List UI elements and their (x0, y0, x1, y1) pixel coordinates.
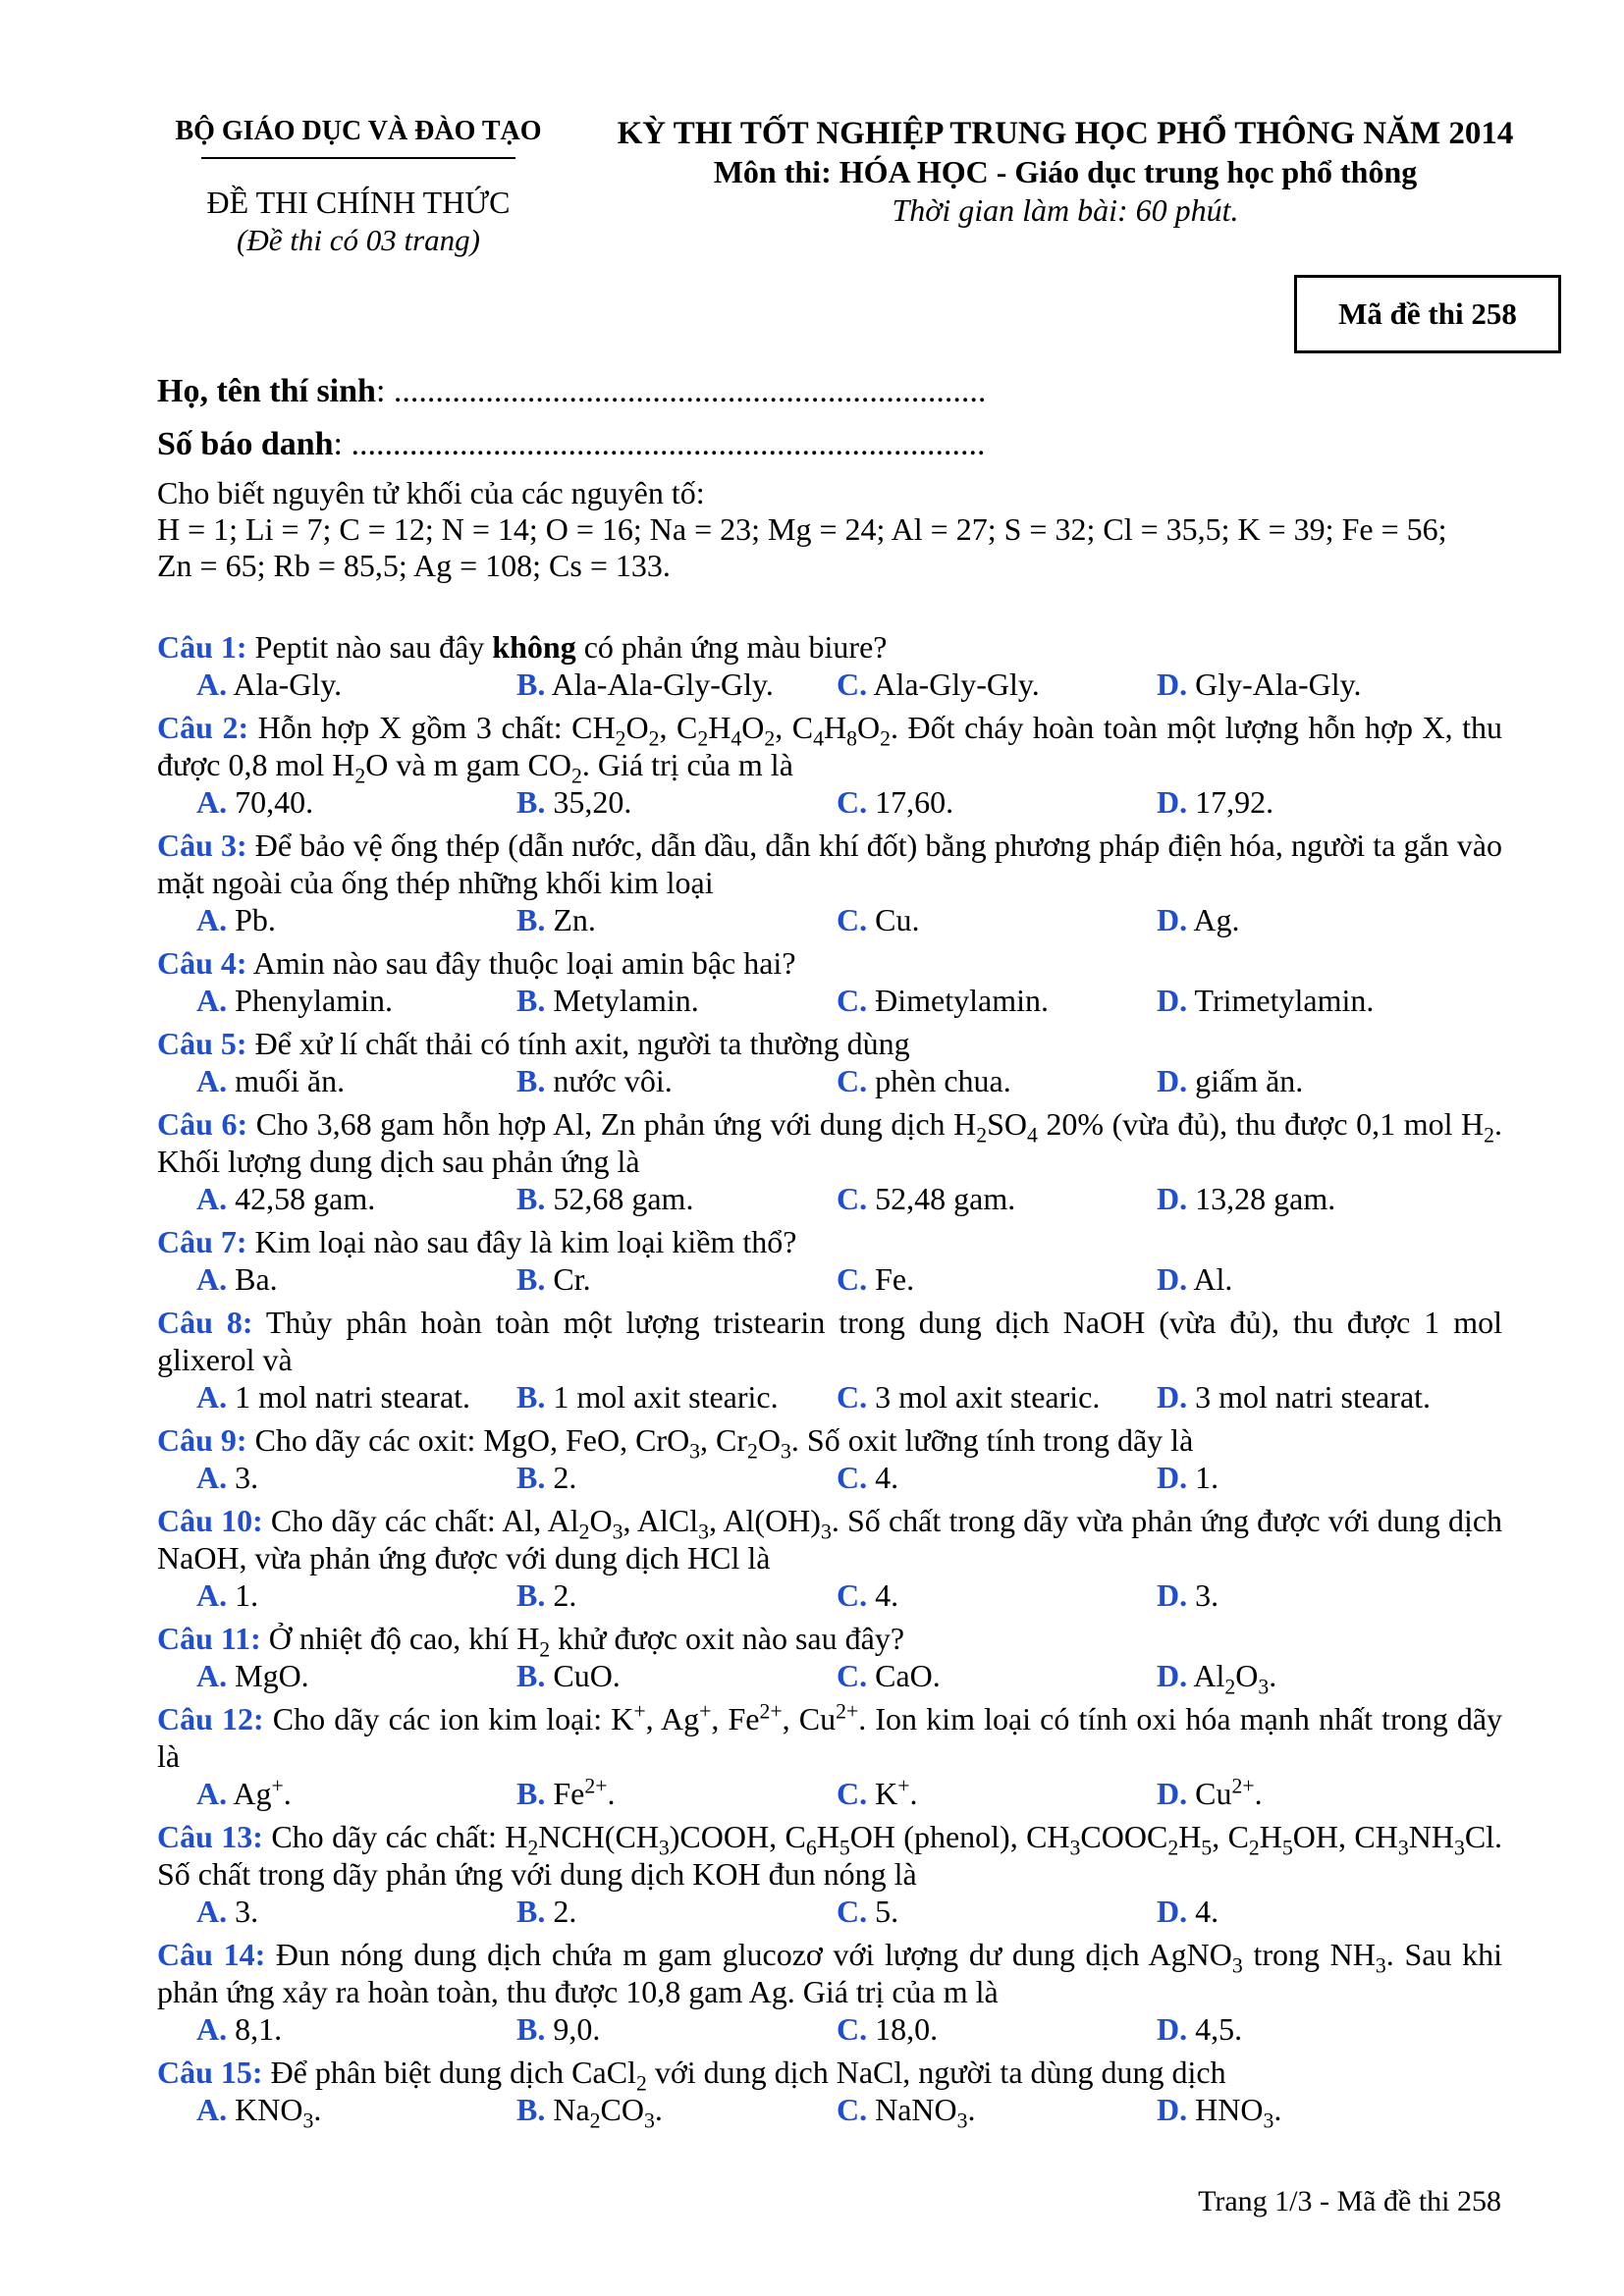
option-text: 1 mol natri stearat. (227, 1379, 471, 1415)
option-text: 70,40. (227, 784, 314, 820)
answer-options (157, 1180, 1502, 1217)
option-text: $Cu^{2+}$. (1187, 1774, 1263, 1811)
option-text: phèn chua. (867, 1063, 1011, 1098)
question-label: Câu 2: (157, 710, 249, 745)
answer-option (837, 982, 1157, 1019)
question-label: Câu 9: (157, 1422, 247, 1458)
option-letter: D. (1157, 1776, 1188, 1811)
question (157, 1304, 1502, 1415)
question-text: Cho dãy các chất: Al, $Al_2O_3$, AlCl$_3$, $Al(OH)_3$. Số chất trong dãy vừa phản ứng được với dung dịch NaOH, vừa phản ứng được với dung dịch HCl là (157, 1503, 1503, 1575)
option-text: Cr. (545, 1261, 591, 1297)
option-text: 4. (867, 1577, 899, 1613)
answer-option (837, 1775, 1157, 1812)
option-text: 3 mol axit stearic. (867, 1379, 1101, 1415)
question-text: Để bảo vệ ống thép (dẫn nước, dẫn dầu, dẫn khí đốt) bằng phương pháp điện hóa, người ta gắn vào mặt ngoài của ống thép những khối kim loại (157, 828, 1503, 900)
question-label: Câu 6: (157, 1106, 248, 1142)
question-stem (157, 1304, 1502, 1378)
option-letter: C. (837, 1181, 868, 1216)
question-text: Hỗn hợp X gồm 3 chất: $CH_2O_2$, $C_2H_4O_2$, $C_4H_8O_2$. Đốt cháy hoàn toàn một lượng hỗn hợp X, thu được 0,8 mol $H_2O$ và m gam $CO_2$. Giá trị của m là (157, 710, 1503, 788)
option-letter: C. (837, 1776, 868, 1811)
question-label: Câu 14: (157, 1937, 266, 1972)
option-letter: B. (516, 667, 546, 702)
option-text: K+. (867, 1774, 918, 1811)
answer-option (837, 1260, 1157, 1298)
question-stem (157, 2054, 1502, 2096)
question (157, 1936, 1502, 2048)
answer-option (837, 666, 1157, 703)
question-label: Câu 15: (157, 2055, 263, 2090)
option-text: Cu. (867, 902, 920, 937)
answer-option (1157, 783, 1477, 821)
option-text: Fe. (867, 1261, 915, 1297)
question-label: Câu 3: (157, 828, 247, 863)
answer-option (196, 1180, 516, 1217)
answer-option (516, 2010, 837, 2048)
question (157, 709, 1502, 821)
question-stem (157, 1700, 1502, 1775)
option-text: 17,60. (867, 784, 954, 820)
official-exam-label: ĐỀ THI CHÍNH THỨC (206, 185, 511, 220)
question (157, 628, 1502, 703)
option-letter: A. (196, 1063, 228, 1098)
question-stem (157, 1223, 1502, 1260)
option-text: 1. (227, 1577, 259, 1613)
option-letter: B. (516, 1063, 546, 1098)
candidate-name-dots: : ....................................................................... (375, 373, 987, 409)
option-letter: A. (196, 983, 228, 1018)
option-text: 2. (545, 1577, 577, 1613)
question-text: Kim loại nào sau đây là kim loại kiềm thổ? (246, 1224, 797, 1259)
option-letter: B. (516, 902, 546, 937)
option-text: 1. (1187, 1460, 1219, 1495)
answer-option (516, 1657, 837, 1694)
question-text: Thủy phân hoàn toàn một lượng tristearin trong dung dịch NaOH (vừa đủ), thu được 1 mol glixerol và (157, 1305, 1503, 1377)
option-text: $Na_2CO_3$. (545, 2092, 663, 2133)
answer-option (516, 901, 837, 938)
answer-option (516, 1260, 837, 1298)
option-text: 4. (1187, 1894, 1219, 1929)
answer-options (157, 982, 1502, 1019)
answer-option (196, 2091, 516, 2133)
option-letter: C. (837, 1460, 868, 1495)
option-letter: B. (516, 1577, 546, 1613)
answer-option (196, 982, 516, 1019)
option-text: muối ăn. (227, 1063, 346, 1098)
answer-option (1157, 1260, 1477, 1298)
answer-option (516, 1459, 837, 1496)
option-letter: B. (516, 1894, 546, 1929)
option-letter: C. (837, 1894, 868, 1929)
option-text: Zn. (545, 902, 596, 937)
question (157, 1025, 1502, 1099)
option-letter: B. (516, 784, 546, 820)
answer-option (196, 1459, 516, 1496)
question-text: Cho 3,68 gam hỗn hợp Al, Zn phản ứng với dung dịch $H_2SO_4$ 20% (vừa đủ), thu được 0,1 mol $H_2$. Khối lượng dung dịch sau phản ứng là (157, 1106, 1503, 1179)
ministry-name: BỘ GIÁO DỤC VÀ ĐÀO TẠO (175, 116, 542, 146)
answer-option (1157, 1062, 1477, 1099)
option-letter: A. (196, 784, 228, 820)
answer-option (196, 1062, 516, 1099)
option-text: Đimetylamin. (867, 983, 1049, 1018)
option-text: $HNO_3$. (1187, 2092, 1282, 2133)
option-letter: C. (837, 983, 868, 1018)
answer-option (837, 2010, 1157, 2048)
question-text: Cho dãy các oxit: MgO, FeO, CrO$_3$, $Cr_2O_3$. Số oxit lưỡng tính trong dãy là (246, 1422, 1194, 1464)
option-text: Metylamin. (545, 983, 699, 1018)
answer-option (196, 666, 516, 703)
option-text: NaNO$_3$. (867, 2092, 976, 2133)
question-stem (157, 827, 1502, 901)
atomic-info-line-2: Zn = 65; Rb = 85,5; Ag = 108; Cs = 133. (157, 548, 671, 583)
option-text: 4,5. (1187, 2011, 1243, 2047)
answer-option (837, 1893, 1157, 1930)
option-letter: C. (837, 2092, 868, 2127)
exam-title: KỲ THI TỐT NGHIỆP TRUNG HỌC PHỔ THÔNG NĂM 2014 (617, 116, 1514, 151)
answer-option (516, 1180, 837, 1217)
option-letter: C. (837, 784, 868, 820)
option-text: Gly-Ala-Gly. (1187, 667, 1362, 702)
answer-option (516, 2091, 837, 2133)
option-letter: A. (196, 1261, 228, 1297)
answer-options (157, 1657, 1502, 1699)
option-text: Phenylamin. (227, 983, 393, 1018)
option-letter: B. (516, 1776, 546, 1811)
question-text: Peptit nào sau đây không có phản ứng màu biure? (246, 629, 888, 665)
option-letter: C. (837, 1261, 868, 1297)
option-letter: C. (837, 2011, 868, 2047)
answer-option (1157, 1576, 1477, 1614)
option-text: 52,68 gam. (545, 1181, 694, 1216)
answer-option (837, 1459, 1157, 1496)
option-letter: D. (1157, 2092, 1188, 2127)
option-letter: A. (196, 2011, 228, 2047)
candidate-name-line (157, 373, 986, 410)
option-letter: A. (196, 1577, 228, 1613)
option-letter: D. (1157, 1261, 1188, 1297)
question (157, 1502, 1502, 1614)
answer-option (837, 783, 1157, 821)
option-letter: B. (516, 2092, 546, 2127)
question (157, 827, 1502, 938)
page-footer: Trang 1/3 - Mã đề thi 258 (1198, 2185, 1501, 2217)
question-text: Amin nào sau đây thuộc loại amin bậc hai? (246, 945, 796, 981)
answer-options (157, 1893, 1502, 1930)
question-stem (157, 1502, 1502, 1576)
question (157, 1620, 1502, 1699)
answer-option (516, 1893, 837, 1930)
answer-option (1157, 666, 1477, 703)
header-left (147, 116, 569, 258)
answer-option (196, 1657, 516, 1694)
answer-option (1157, 901, 1477, 938)
answer-option (837, 1180, 1157, 1217)
question-label: Câu 5: (157, 1026, 247, 1061)
option-text: Ala-Ala-Gly-Gly. (545, 667, 774, 702)
option-letter: B. (516, 1460, 546, 1495)
option-text: Ag+. (227, 1774, 292, 1811)
question (157, 1223, 1502, 1298)
answer-option (837, 2091, 1157, 2133)
option-letter: D. (1157, 667, 1188, 702)
option-text: CaO. (867, 1658, 941, 1693)
question-label: Câu 12: (157, 1701, 264, 1736)
option-text: Trimetylamin. (1187, 983, 1375, 1018)
answer-option (196, 1576, 516, 1614)
option-letter: C. (837, 1577, 868, 1613)
question-stem (157, 1936, 1502, 2010)
candidate-id-label: Số báo danh (157, 426, 334, 462)
option-text: $KNO_3$. (227, 2092, 322, 2133)
answer-option (1157, 982, 1477, 1019)
option-letter: C. (837, 667, 868, 702)
option-letter: A. (196, 1181, 228, 1216)
question (157, 1105, 1502, 1217)
question-label: Câu 11: (157, 1621, 261, 1656)
option-letter: D. (1157, 1577, 1188, 1613)
option-letter: A. (196, 1894, 228, 1929)
option-letter: D. (1157, 1460, 1188, 1495)
option-text: 4. (867, 1460, 899, 1495)
answer-option (196, 2010, 516, 2048)
answer-options (157, 783, 1502, 821)
option-text: 3. (227, 1460, 259, 1495)
answer-option (837, 1576, 1157, 1614)
option-letter: D. (1157, 1063, 1188, 1098)
answer-option (516, 1775, 837, 1812)
answer-option (516, 982, 837, 1019)
answer-option (1157, 1180, 1477, 1217)
answer-options (157, 2010, 1502, 2048)
option-letter: B. (516, 1379, 546, 1415)
answer-option (837, 901, 1157, 938)
atomic-info-line-1: H = 1; Li = 7; C = 12; N = 14; O = 16; Na = 23; Mg = 24; Al = 27; S = 32; Cl = 35,5; K = 39; Fe = 56; (157, 511, 1447, 547)
answer-option (1157, 2010, 1477, 2048)
option-text: 2. (545, 1460, 577, 1495)
answer-option (1157, 1657, 1477, 1699)
question-label: Câu 1: (157, 629, 247, 665)
question-text: Đun nóng dung dịch chứa m gam glucozơ với lượng dư dung dịch AgNO$_3$ trong $NH_3$. Sau khi phản ứng xảy ra hoàn toàn, thu được 10,8 gam Ag. Giá trị của m là (157, 1937, 1503, 2009)
question-text: Để xử lí chất thải có tính axit, người ta thường dùng (246, 1026, 910, 1061)
answer-options (157, 1062, 1502, 1099)
option-letter: B. (516, 1658, 546, 1693)
option-letter: A. (196, 667, 228, 702)
option-letter: D. (1157, 1894, 1188, 1929)
option-text: $Al_2O_3$. (1187, 1658, 1277, 1699)
question-label: Câu 8: (157, 1305, 253, 1340)
exam-code-box: Mã đề thi 258 (1294, 275, 1561, 353)
answer-options (157, 1459, 1502, 1496)
answer-option (516, 783, 837, 821)
option-letter: A. (196, 1658, 228, 1693)
option-text: 42,58 gam. (227, 1181, 376, 1216)
answer-options (157, 1775, 1502, 1812)
option-letter: D. (1157, 983, 1188, 1018)
question-stem (157, 1105, 1502, 1180)
answer-option (516, 1378, 837, 1415)
option-letter: C. (837, 1063, 868, 1098)
answer-options (157, 1378, 1502, 1415)
option-letter: B. (516, 1261, 546, 1297)
question (157, 1421, 1502, 1496)
option-letter: B. (516, 983, 546, 1018)
answer-option (196, 1378, 516, 1415)
candidate-name-label: Họ, tên thí sinh (157, 373, 376, 409)
question-stem (157, 1421, 1502, 1464)
answer-option (516, 666, 837, 703)
option-text: 1 mol axit stearic. (545, 1379, 779, 1415)
question-stem (157, 1818, 1502, 1893)
exam-subject: Môn thi: HÓA HỌC - Giáo dục trung học phổ thông (713, 154, 1418, 189)
answer-options (157, 1576, 1502, 1614)
question-label: Câu 4: (157, 945, 247, 981)
option-letter: A. (196, 1460, 228, 1495)
page-count-note: (Đề thi có 03 trang) (237, 223, 480, 257)
option-letter: D. (1157, 1379, 1188, 1415)
candidate-id-dots: : ............................................................................ (333, 426, 986, 462)
option-text: Al. (1187, 1261, 1233, 1297)
option-text: 13,28 gam. (1187, 1181, 1336, 1216)
option-text: 52,48 gam. (867, 1181, 1016, 1216)
atomic-info-intro: Cho biết nguyên tử khối của các nguyên tố: (157, 475, 705, 510)
option-letter: D. (1157, 2011, 1188, 2047)
option-text: Ala-Gly-Gly. (867, 667, 1040, 702)
answer-option (1157, 1459, 1477, 1496)
option-letter: D. (1157, 1181, 1188, 1216)
option-text: CuO. (545, 1658, 621, 1693)
option-text: MgO. (227, 1658, 309, 1693)
option-letter: D. (1157, 1658, 1188, 1693)
option-letter: A. (196, 2092, 228, 2127)
answer-options (157, 2091, 1502, 2133)
option-text: 5. (867, 1894, 899, 1929)
question-text: Để phân biệt dung dịch CaCl$_2$ với dung dịch NaCl, người ta dùng dung dịch (262, 2055, 1226, 2096)
answer-option (837, 1378, 1157, 1415)
question-stem (157, 1025, 1502, 1062)
answer-option (516, 1062, 837, 1099)
exam-time: Thời gian làm bài: 60 phút. (892, 192, 1239, 228)
option-text: 17,92. (1187, 784, 1274, 820)
answer-option (196, 1893, 516, 1930)
option-letter: C. (837, 902, 868, 937)
option-text: 8,1. (227, 2011, 283, 2047)
option-text: giấm ăn. (1187, 1063, 1304, 1098)
header-divider (201, 157, 515, 159)
question (157, 1700, 1502, 1812)
answer-option (1157, 1893, 1477, 1930)
answer-option (1157, 1378, 1477, 1415)
answer-option (837, 1657, 1157, 1694)
question-label: Câu 13: (157, 1819, 263, 1854)
option-letter: C. (837, 1658, 868, 1693)
header-right (599, 116, 1532, 229)
answer-option (1157, 2091, 1477, 2133)
option-text: $Fe^{2+}$. (545, 1774, 616, 1811)
option-text: Ag. (1187, 902, 1240, 937)
answer-option (196, 901, 516, 938)
option-letter: B. (516, 1181, 546, 1216)
answer-option (837, 1062, 1157, 1099)
option-text: nước vôi. (545, 1063, 673, 1098)
answer-option (516, 1576, 837, 1614)
answer-option (196, 783, 516, 821)
question-text: Cho dãy các chất: $H_2NCH(CH_3)COOH$, $C_6H_5OH$ (phenol), $CH_3COOC_2H_5$, $C_2H_5OH$, $CH_3NH_3Cl$. Số chất trong dãy phản ứng với dung dịch KOH đun nóng là (157, 1819, 1503, 1892)
answer-option (1157, 1775, 1477, 1812)
option-letter: A. (196, 902, 228, 937)
option-text: 18,0. (867, 2011, 939, 2047)
question (157, 2054, 1502, 2133)
atomic-mass-info (157, 475, 1447, 584)
question-list (157, 628, 1502, 2134)
question-text: Ở nhiệt độ cao, khí $H_2$ khử được oxit nào sau đây? (260, 1621, 905, 1662)
answer-option (196, 1775, 516, 1812)
option-letter: D. (1157, 902, 1188, 937)
candidate-id-line (157, 426, 986, 463)
option-letter: B. (516, 2011, 546, 2047)
option-text: Pb. (227, 902, 276, 937)
question (157, 1818, 1502, 1930)
question-label: Câu 10: (157, 1503, 263, 1538)
option-text: 3. (227, 1894, 259, 1929)
option-text: 35,20. (545, 784, 632, 820)
question-stem (157, 944, 1502, 982)
option-text: 3. (1187, 1577, 1219, 1613)
option-letter: A. (196, 1379, 228, 1415)
question-stem (157, 1620, 1502, 1662)
option-text: 2. (545, 1894, 577, 1929)
answer-options (157, 1260, 1502, 1298)
question-stem (157, 628, 1502, 666)
answer-options (157, 666, 1502, 703)
answer-options (157, 901, 1502, 938)
question (157, 944, 1502, 1019)
option-text: Ba. (227, 1261, 278, 1297)
option-letter: C. (837, 1379, 868, 1415)
option-text: 9,0. (545, 2011, 601, 2047)
option-letter: A. (196, 1776, 228, 1811)
option-text: Ala-Gly. (227, 667, 343, 702)
option-text: 3 mol natri stearat. (1187, 1379, 1432, 1415)
question-text: Cho dãy các ion kim loại: K+, Ag+, $Fe^{2+}$, $Cu^{2+}$. Ion kim loại có tính oxi hóa mạnh nhất trong dãy là (157, 1699, 1503, 1774)
answer-option (196, 1260, 516, 1298)
question-label: Câu 7: (157, 1224, 247, 1259)
option-letter: D. (1157, 784, 1188, 820)
question-stem (157, 709, 1503, 788)
